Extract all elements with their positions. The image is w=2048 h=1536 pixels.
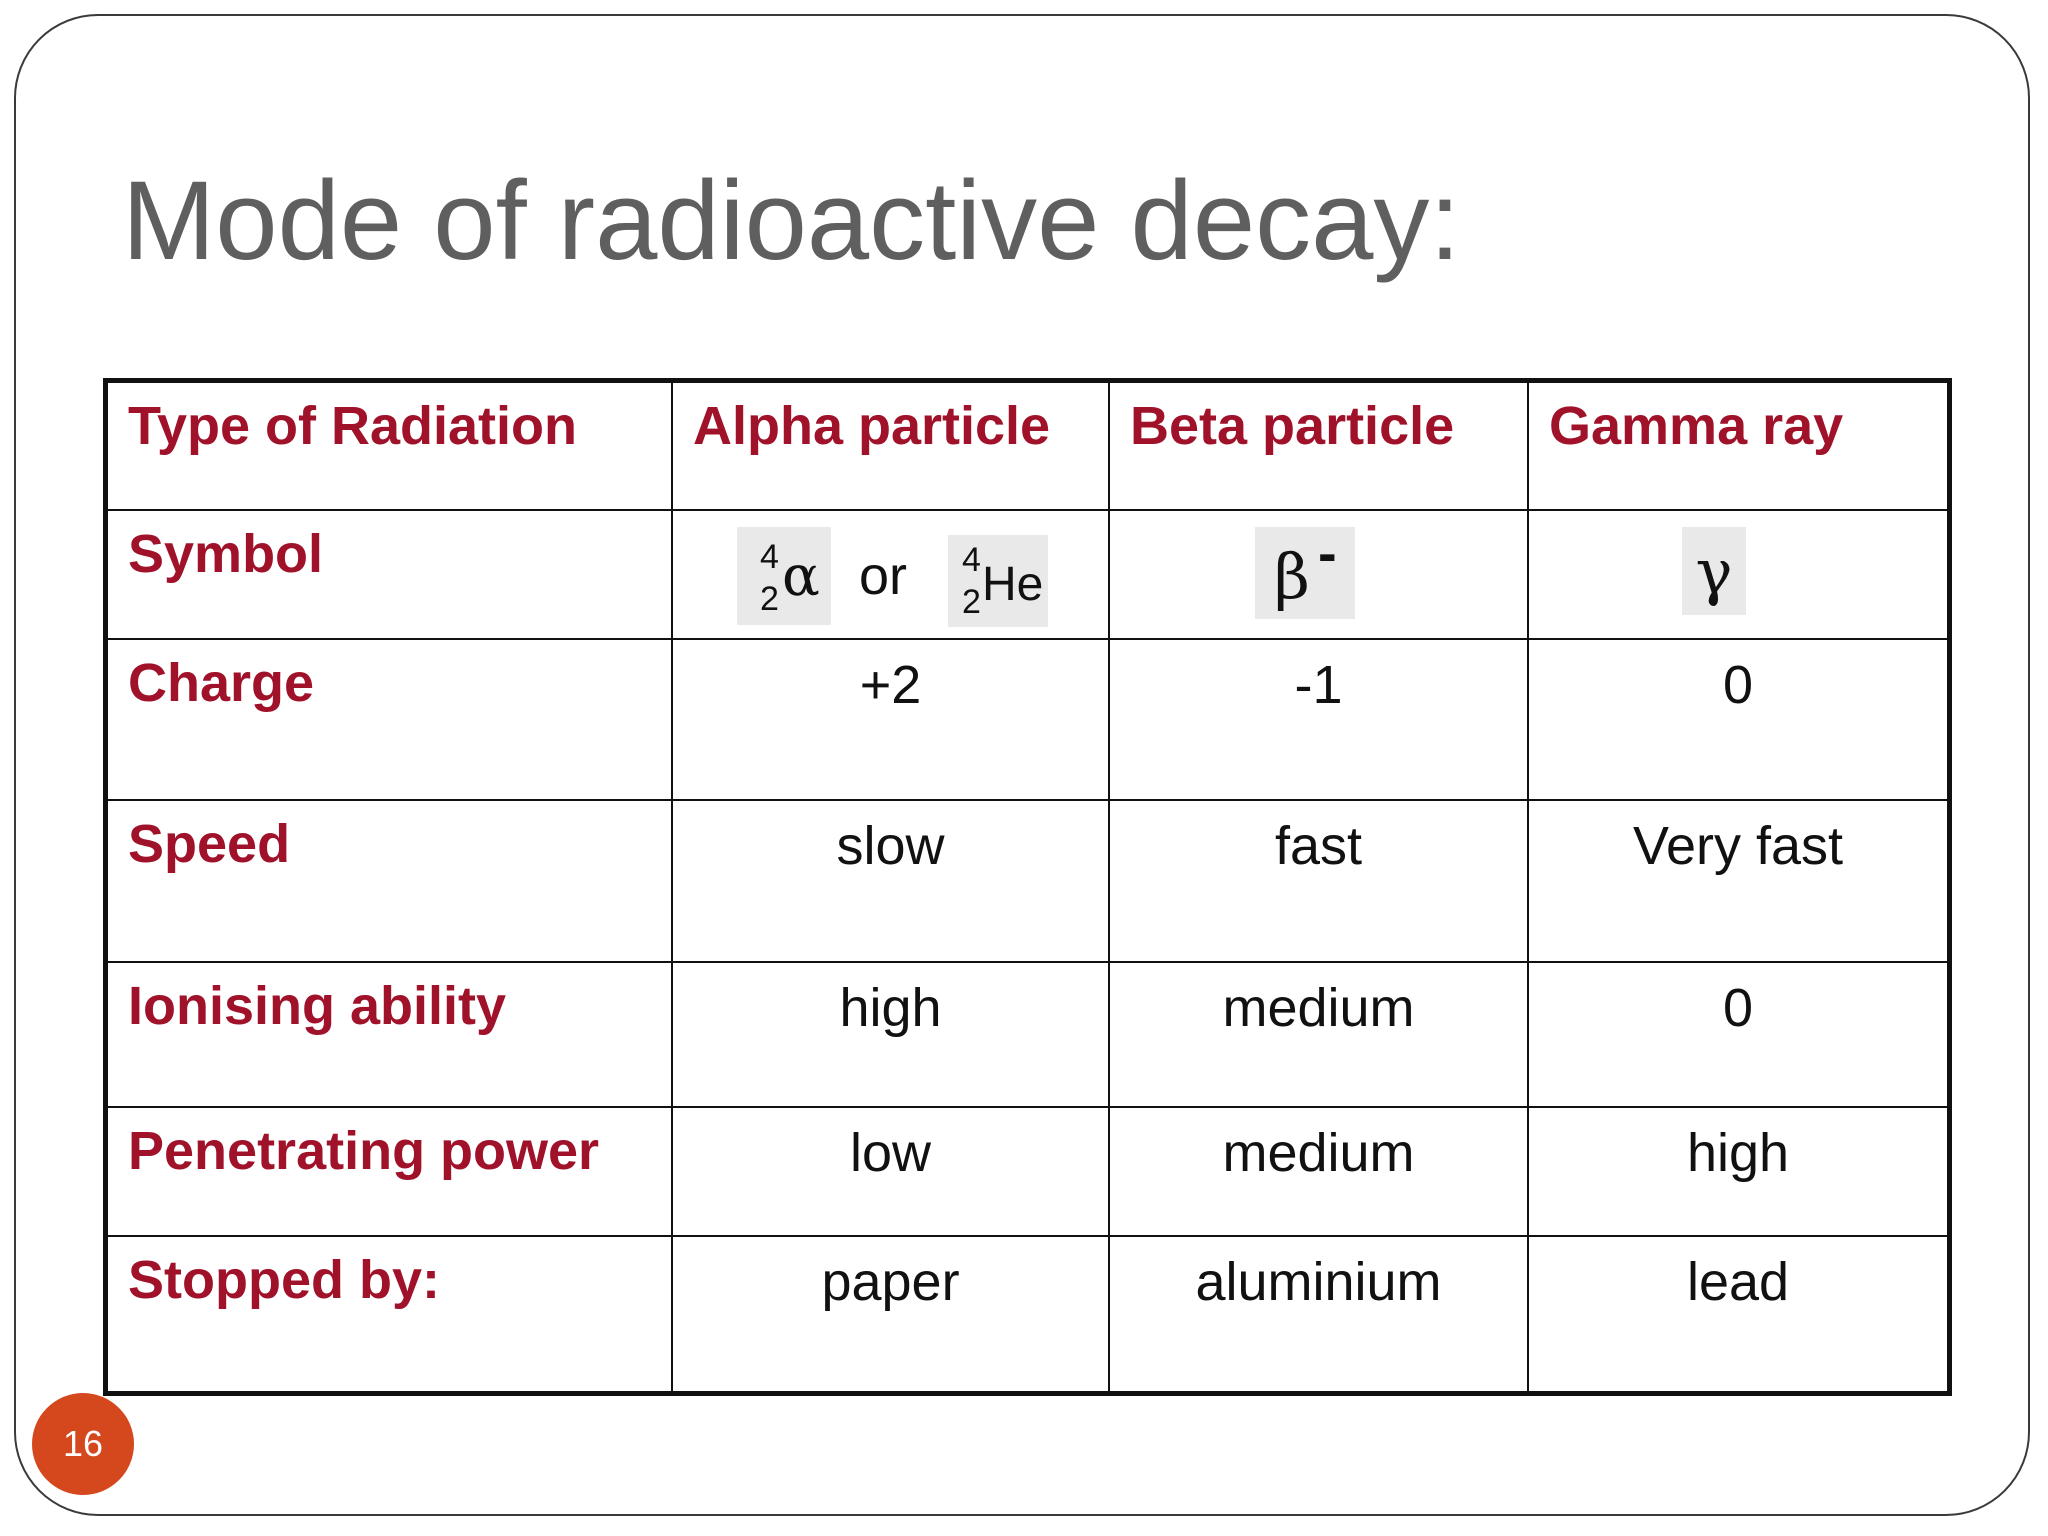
table-row bbox=[108, 800, 1947, 962]
header-gamma-ray: Gamma ray bbox=[1528, 383, 1947, 510]
alpha-symbol-cell bbox=[672, 510, 1109, 639]
page-number-badge: 16 bbox=[32, 1393, 134, 1495]
gamma-penetrating: high bbox=[1528, 1107, 1947, 1236]
alpha-atomic-number: 2 bbox=[760, 580, 779, 618]
alpha-penetrating: low bbox=[672, 1107, 1109, 1236]
alpha-stopped-by: paper bbox=[672, 1236, 1109, 1391]
alpha-symbol-box bbox=[737, 527, 831, 625]
beta-symbol-box bbox=[1255, 521, 1355, 619]
gamma-symbol-cell bbox=[1528, 510, 1947, 639]
helium-mass-number: 4 bbox=[962, 541, 981, 579]
alpha-glyph: α bbox=[782, 544, 820, 609]
beta-charge: -1 bbox=[1109, 639, 1528, 800]
beta-glyph: β bbox=[1274, 540, 1310, 613]
helium-atomic-number: 2 bbox=[962, 583, 981, 621]
beta-penetrating: medium bbox=[1109, 1107, 1528, 1236]
or-text: or bbox=[859, 546, 908, 606]
gamma-ionising: 0 bbox=[1528, 962, 1947, 1107]
helium-symbol bbox=[950, 541, 1046, 621]
table-row bbox=[108, 510, 1947, 639]
beta-symbol-cell bbox=[1109, 510, 1528, 639]
table-row bbox=[108, 962, 1947, 1107]
table-row bbox=[108, 1107, 1947, 1236]
row-label-symbol: Symbol bbox=[108, 510, 672, 639]
beta-stopped-by: aluminium bbox=[1109, 1236, 1528, 1391]
header-alpha-particle: Alpha particle bbox=[672, 383, 1109, 510]
gamma-symbol-box bbox=[1682, 527, 1746, 615]
row-label-stopped-by: Stopped by: bbox=[108, 1236, 672, 1391]
table-row bbox=[108, 639, 1947, 800]
slide-title: Mode of radioactive decay: bbox=[122, 158, 1461, 283]
alpha-mass-number: 4 bbox=[760, 538, 779, 576]
table-row bbox=[108, 1236, 1947, 1391]
row-label-ionising-ability: Ionising ability bbox=[108, 962, 672, 1107]
gamma-charge: 0 bbox=[1528, 639, 1947, 800]
alpha-ionising: high bbox=[672, 962, 1109, 1107]
alpha-symbol bbox=[744, 536, 824, 616]
helium-glyph: He bbox=[982, 558, 1044, 611]
gamma-glyph: γ bbox=[1695, 534, 1733, 608]
beta-symbol bbox=[1260, 521, 1350, 616]
alpha-charge: +2 bbox=[672, 639, 1109, 800]
gamma-speed: Very fast bbox=[1528, 800, 1947, 962]
helium-symbol-box bbox=[948, 535, 1048, 627]
beta-ionising: medium bbox=[1109, 962, 1528, 1107]
alpha-speed: slow bbox=[672, 800, 1109, 962]
beta-speed: fast bbox=[1109, 800, 1528, 962]
row-label-penetrating-power: Penetrating power bbox=[108, 1107, 672, 1236]
radiation-table bbox=[103, 378, 1952, 1396]
table-header-row bbox=[108, 383, 1947, 510]
header-beta-particle: Beta particle bbox=[1109, 383, 1528, 510]
row-label-speed: Speed bbox=[108, 800, 672, 962]
beta-charge-sign: - bbox=[1318, 521, 1337, 584]
gamma-stopped-by: lead bbox=[1528, 1236, 1947, 1391]
header-type-of-radiation: Type of Radiation bbox=[108, 383, 672, 510]
row-label-charge: Charge bbox=[108, 639, 672, 800]
